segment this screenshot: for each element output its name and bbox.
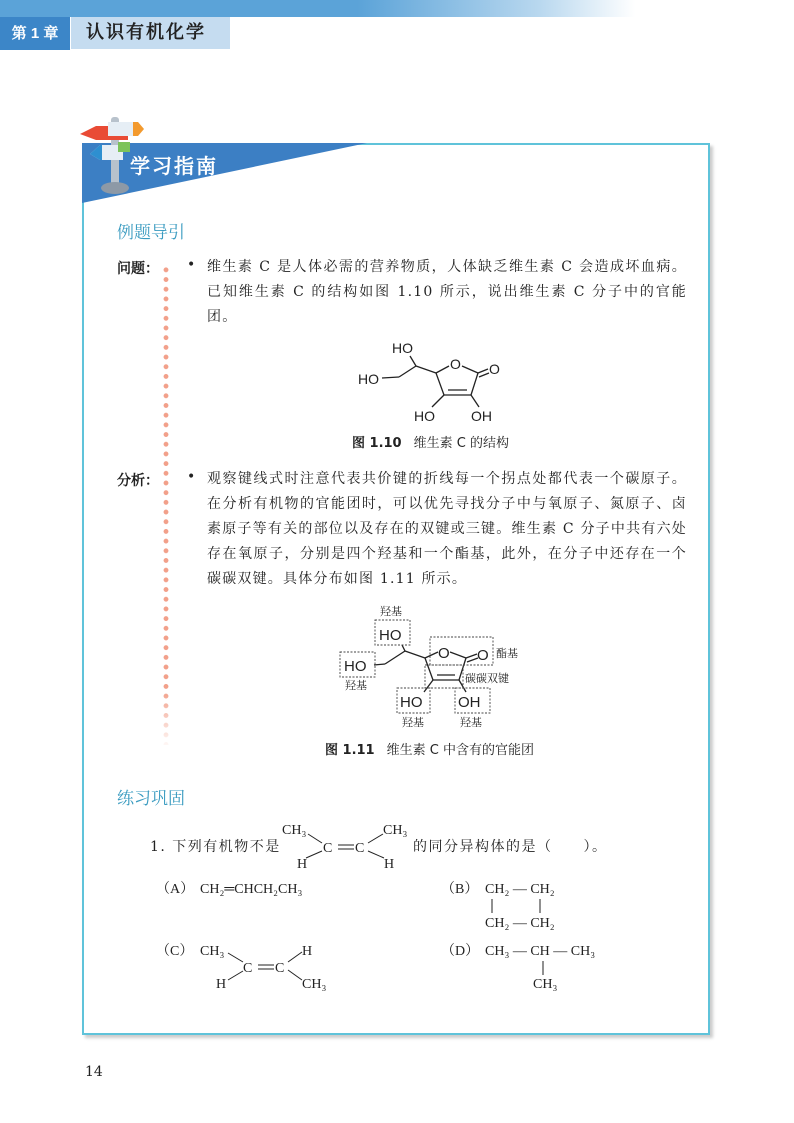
hydroxyl-label: 羟基 (402, 717, 424, 729)
o-label: O (489, 361, 500, 377)
o-label: O (438, 645, 450, 662)
double-bond-label: 碳碳双键 (465, 673, 509, 685)
option-a[interactable] (156, 881, 302, 897)
bullet: • (187, 257, 196, 273)
hydroxyl-label: 羟基 (345, 680, 367, 692)
c-label: C (275, 961, 285, 976)
ch3-label: CH₃ (200, 944, 225, 959)
caption-text: 维生素 C 中含有的官能团 (386, 743, 534, 758)
option-d[interactable] (441, 943, 595, 992)
chapter-number: 第 1 章 (0, 17, 70, 50)
banner-title: 学习指南 (130, 154, 218, 178)
ho-label: HO (400, 694, 423, 711)
practice-heading: 练习巩固 (117, 789, 185, 809)
answer-options (150, 870, 630, 1000)
caption-number: 图 1.11 (325, 743, 375, 758)
h-label: H (302, 944, 313, 959)
option-c[interactable] (156, 943, 326, 992)
h-label: H (216, 977, 227, 992)
dotted-divider (163, 265, 169, 745)
oh-label: OH (471, 408, 492, 424)
ho-label: HO (344, 658, 367, 675)
divider-fade (160, 690, 172, 750)
option-formula: CH₃ — CH — CH₃ (485, 944, 596, 959)
ho-label: HO (414, 408, 435, 424)
option-label: （D） (441, 944, 480, 959)
hydroxyl-label: 羟基 (460, 717, 482, 729)
c-label: C (323, 841, 333, 856)
o-label: O (477, 647, 489, 664)
bullet: • (187, 469, 196, 485)
example-heading: 例题导引 (117, 223, 185, 243)
caption-number: 图 1.10 (352, 436, 402, 451)
ch3-label: CH₃ (302, 977, 327, 992)
top-color-band (0, 0, 794, 17)
ho-label: HO (379, 627, 402, 644)
ch3-label: CH₃ (383, 823, 408, 838)
question-label: 问题： (117, 261, 159, 277)
option-formula: CH₂ — CH₂ (485, 916, 555, 931)
question-prefix: 1. 下列有机物不是 (150, 839, 281, 855)
figure-caption (352, 432, 509, 451)
vitamin-c-functional-groups (330, 600, 530, 730)
figure-caption (325, 739, 534, 758)
option-formula: CH₂═CHCH₂CH₃ (200, 882, 303, 897)
page-number: 14 (85, 1064, 103, 1080)
question-text: 维生素 C 是人体必需的营养物质，人体缺乏维生素 C 会造成坏血病。已知维生素 C 的结构如图 1.10 所示，说出维生素 C 分子中的官能团。 (207, 259, 687, 325)
ester-label: 酯基 (496, 648, 518, 660)
ho-label: HO (358, 371, 379, 387)
hydroxyl-label: 羟基 (380, 606, 402, 618)
option-b[interactable] (441, 881, 555, 931)
o-label: O (450, 356, 461, 372)
option-label: （C） (156, 944, 194, 959)
analysis-label: 分析： (117, 473, 159, 489)
question-suffix: 的同分异构体的是（ ）。 (413, 839, 608, 855)
but-2-ene-structure (280, 818, 415, 870)
h-label: H (384, 857, 395, 870)
option-label: （B） (441, 882, 479, 897)
c-label: C (355, 841, 365, 856)
h-label: H (297, 857, 308, 870)
c-label: C (243, 961, 253, 976)
ho-label: HO (392, 340, 413, 356)
chapter-title: 认识有机化学 (71, 17, 230, 49)
option-formula: CH₃ (533, 977, 558, 992)
ch3-label: CH₃ (282, 823, 307, 838)
oh-label: OH (458, 694, 481, 711)
analysis-text: 观察键线式时注意代表共价键的折线每一个拐点处都代表一个碳原子。在分析有机物的官能团时，可以优先寻找分子中与氧原子、氮原子、卤素原子等有关的部位以及存在的双键或三键。维生素 C 分子中共有六处存在氧原子，分别是四个羟基和一个酯基，此外，在分子中还存在一个碳碳双键。具体分布如图 1.11 所示。 (207, 471, 687, 587)
option-label: （A） (156, 882, 195, 897)
vitamin-c-structure (340, 335, 510, 430)
caption-text: 维生素 C 的结构 (413, 436, 509, 451)
option-formula: CH₂ — CH₂ (485, 882, 555, 897)
